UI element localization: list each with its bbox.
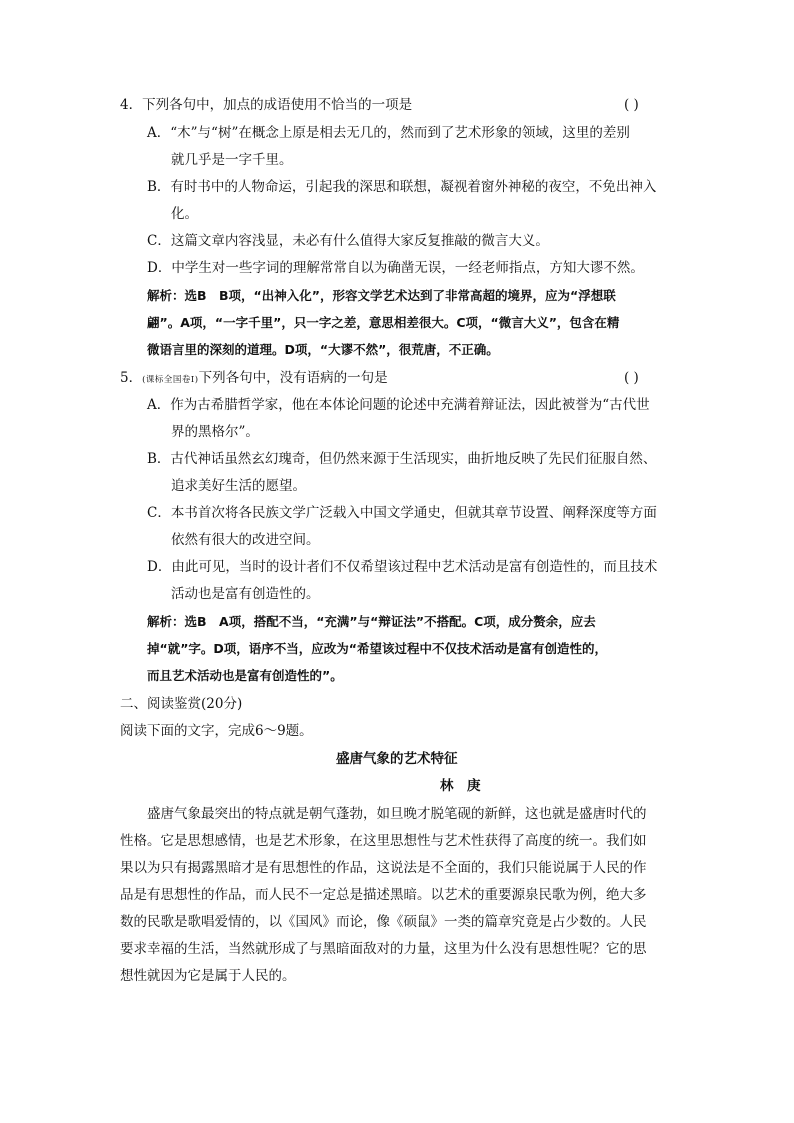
q4-option-b-cont: 化。 <box>171 206 198 222</box>
q5-option-a: A．作为古希腊哲学家，他在本体论问题的论述中充满着辩证法，因此被誉为“古代世 <box>147 397 650 413</box>
article-paragraph-line-6: 要求幸福的生活，当然就形成了与黑暗面敌对的力量，这里为什么没有思想性呢？它的思 <box>120 941 647 957</box>
article-paragraph-line-3: 果以为只有揭露黑暗才是有思想性的作品，这说法是不全面的，我们只能说属于人民的作 <box>120 860 647 876</box>
section-heading: 二、阅读鉴赏(20分) <box>120 696 243 712</box>
article-title: 盛唐气象的艺术特征 <box>336 751 458 767</box>
q5-number: 5． <box>120 370 143 386</box>
q4-option-a: A．“木”与“树”在概念上原是相去无几的，然而到了艺术形象的领域，这里的差别 <box>147 125 630 141</box>
q5-option-c: C．本书首次将各民族文学广泛载入中国文学通史，但就其章节设置、阐释深度等方面 <box>147 505 657 521</box>
q5-option-b: B．古代神话虽然玄幻瑰奇，但仍然来源于生活现实，曲折地反映了先民们征服自然、 <box>147 451 657 467</box>
article-paragraph-line-2: 性格。它是思想感情，也是艺术形象，在这里思想性与艺术性获得了高度的统一。我们如 <box>120 833 647 849</box>
q5-option-b-cont: 追求美好生活的愿望。 <box>171 478 306 494</box>
reading-instruction: 阅读下面的文字，完成6～9题。 <box>120 723 313 739</box>
q5-answer-blank: ( ) <box>624 370 639 386</box>
q4-analysis-line-1: 解析：选B B项，“出神入化”，形容文学艺术达到了非常高超的境界，应为“浮想联 <box>147 288 616 303</box>
q5-stem: 下列各句中，没有语病的一句是 <box>198 370 388 386</box>
article-paragraph-line-4: 品是有思想性的作品，而人民不一定总是描述黑暗。以艺术的重要源泉民歌为例，绝大多 <box>120 887 647 903</box>
q4-option-d: D．中学生对一些字词的理解常常自以为确凿无误，一经老师指点，方知大谬不然。 <box>147 260 644 276</box>
q4-stem: 4．下列各句中，加点的成语使用不恰当的一项是 <box>120 97 413 113</box>
q5-option-c-cont: 依然有很大的改进空间。 <box>171 532 320 548</box>
article-author: 林 庚 <box>440 778 481 794</box>
q5-analysis-line-2: 掉“就”字。D项，语序不当，应改为“希望该过程中不仅技术活动是富有创造性的， <box>147 641 608 656</box>
article-paragraph-line-5: 数的民歌是歌唱爱情的，以《国风》而论，像《硕鼠》一类的篇章究竟是占少数的。人民 <box>120 914 647 930</box>
article-paragraph-line-1: 盛唐气象最突出的特点就是朝气蓬勃，如旦晚才脱笔砚的新鲜，这也就是盛唐时代的 <box>147 806 647 822</box>
q5-option-d: D．由此可见，当时的设计者们不仅希望该过程中艺术活动是富有创造性的，而且技术 <box>147 559 658 575</box>
q4-option-c: C．这篇文章内容浅显，未必有什么值得大家反复推敲的微言大义。 <box>147 233 549 249</box>
q4-answer-blank: ( ) <box>624 97 639 113</box>
article-paragraph-line-7: 想性就因为它是属于人民的。 <box>120 968 296 984</box>
q4-option-b: B．有时书中的人物命运，引起我的深思和联想，凝视着窗外神秘的夜空，不免出神入 <box>147 179 657 195</box>
q5-stem-line <box>120 369 388 389</box>
q5-source-tag: (课标全国卷Ⅰ) <box>142 375 199 385</box>
q4-analysis-line-2: 翩”。A项，“一字千里”，只一字之差，意思相差很大。C项，“微言大义”，包含在精 <box>147 315 620 330</box>
q4-analysis-line-3: 微语言里的深刻的道理。D项，“大谬不然”，很荒唐，不正确。 <box>147 342 499 357</box>
q4-option-a-cont: 就几乎是一字千里。 <box>171 152 293 168</box>
q5-option-a-cont: 界的黑格尔”。 <box>171 424 259 440</box>
q5-analysis-line-1: 解析：选B A项，搭配不当，“充满”与“辩证法”不搭配。C项，成分赘余，应去 <box>147 614 596 629</box>
q5-option-d-cont: 活动也是富有创造性的。 <box>171 586 320 602</box>
q5-analysis-line-3: 而且艺术活动也是富有创造性的”。 <box>147 668 343 683</box>
